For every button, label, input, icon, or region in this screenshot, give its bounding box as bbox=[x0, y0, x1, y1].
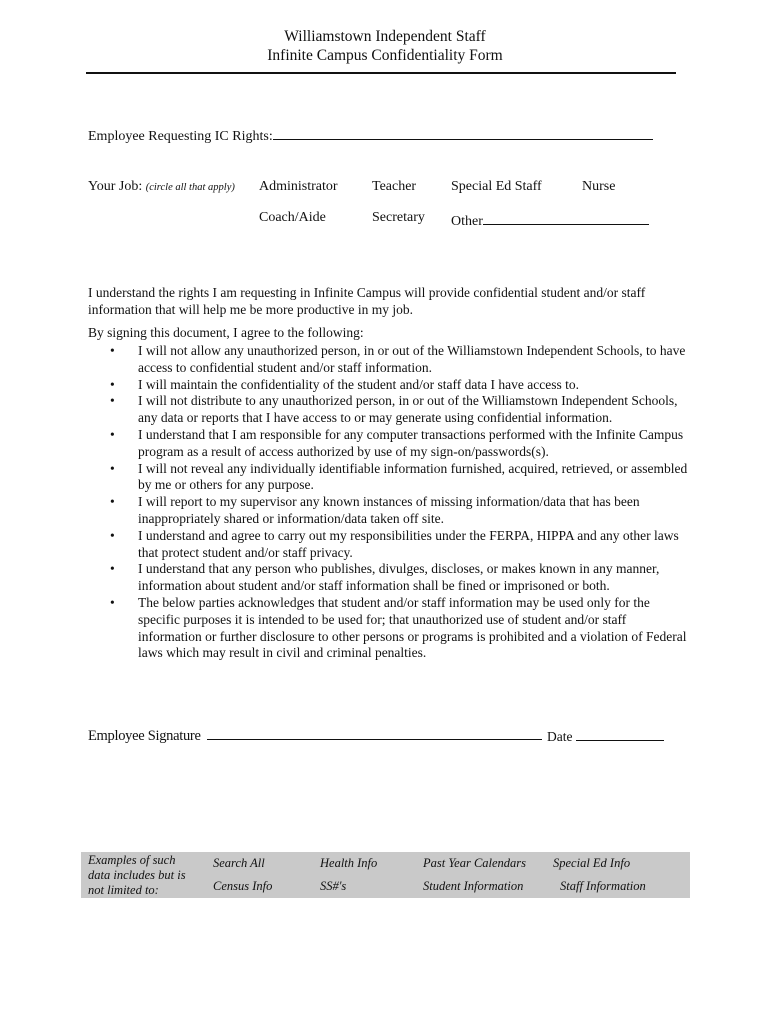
employee-name-field[interactable] bbox=[273, 125, 653, 140]
job-option-coach-aide[interactable]: Coach/Aide bbox=[259, 210, 326, 225]
examples-box bbox=[81, 852, 690, 898]
agreement-list bbox=[88, 343, 688, 662]
example-item: Staff Information bbox=[560, 879, 646, 893]
agreement-item: • I will not allow any unauthorized person, in or out of the Williamstown Independent Schools, to have access to confidential student and/or staff information. bbox=[88, 343, 688, 377]
job-note: (circle all that apply) bbox=[145, 182, 235, 193]
form-title-line2: Infinite Campus Confidentiality Form bbox=[267, 47, 503, 64]
job-option-administrator[interactable]: Administrator bbox=[259, 179, 338, 194]
job-label: Your Job: bbox=[88, 179, 143, 194]
date-label: Date bbox=[547, 729, 573, 744]
signature-field[interactable] bbox=[207, 725, 542, 740]
header-divider bbox=[86, 72, 676, 74]
job-option-nurse[interactable]: Nurse bbox=[582, 179, 616, 194]
job-option-teacher[interactable]: Teacher bbox=[372, 179, 417, 194]
example-item: Health Info bbox=[320, 856, 378, 870]
date-row bbox=[547, 727, 664, 745]
agreement-item: • I will not reveal any individually identifiable information furnished, acquired, retrieved, or assembled by me or others for any purpose. bbox=[88, 461, 688, 495]
agreement-heading: By signing this document, I agree to the following: bbox=[88, 325, 364, 340]
example-item: Past Year Calendars bbox=[423, 856, 527, 870]
signature-row bbox=[88, 725, 542, 745]
example-item: Student Information bbox=[423, 879, 524, 893]
examples-intro: Examples of such data includes but is not limited to: bbox=[88, 853, 186, 897]
job-label-row bbox=[88, 179, 235, 195]
employee-request-row bbox=[88, 125, 653, 145]
employee-request-label: Employee Requesting IC Rights: bbox=[88, 129, 273, 144]
signature-label: Employee Signature bbox=[88, 728, 201, 744]
job-option-other[interactable]: Other bbox=[451, 214, 483, 229]
agreement-item: • I understand that any person who publishes, divulges, discloses, or makes known in any manner, information about student and/or staff information shall be fined or imprisoned or both. bbox=[88, 561, 688, 595]
agreement-item: • I understand and agree to carry out my responsibilities under the FERPA, HIPPA and any other laws that protect student and/or staff privacy. bbox=[88, 528, 688, 562]
agreement-item: • I will report to my supervisor any known instances of missing information/data that has been inappropriately shared or information/data taken off site. bbox=[88, 494, 688, 528]
date-field[interactable] bbox=[576, 727, 664, 741]
example-item: Special Ed Info bbox=[553, 856, 631, 870]
other-job-field[interactable] bbox=[483, 210, 649, 225]
agreement-item: • I understand that I am responsible for any computer transactions performed with the Infinite Campus program as a result of access authorized by use of my sign-on/passwords(s). bbox=[88, 427, 688, 461]
job-option-secretary[interactable]: Secretary bbox=[372, 210, 425, 225]
example-item: Census Info bbox=[213, 879, 273, 893]
job-option-other-row bbox=[451, 210, 649, 230]
agreement-item: • The below parties acknowledges that student and/or staff information may be used only for the specific purposes it is intended to be used for; that unauthorized use of student and/or staff information or further disclosure to other persons or programs is prohibited and a violation of Federal laws which may result in civil and criminal penalties. bbox=[88, 595, 688, 662]
example-item: Search All bbox=[213, 856, 265, 870]
agreement-item: • I will not distribute to any unauthorized person, in or out of the Williamstown Independent Schools, any data or reports that I have access to or may generate using confidential information. bbox=[88, 393, 688, 427]
job-option-special-ed-staff[interactable]: Special Ed Staff bbox=[451, 179, 542, 194]
form-title-line1: Williamstown Independent Staff bbox=[284, 28, 486, 45]
intro-paragraph: I understand the rights I am requesting in Infinite Campus will provide confidential student and/or staff information that will help me be more productive in my job. bbox=[88, 285, 646, 317]
agreement-item: • I will maintain the confidentiality of the student and/or staff data I have access to. bbox=[88, 377, 688, 394]
example-item: SS#'s bbox=[320, 879, 347, 893]
